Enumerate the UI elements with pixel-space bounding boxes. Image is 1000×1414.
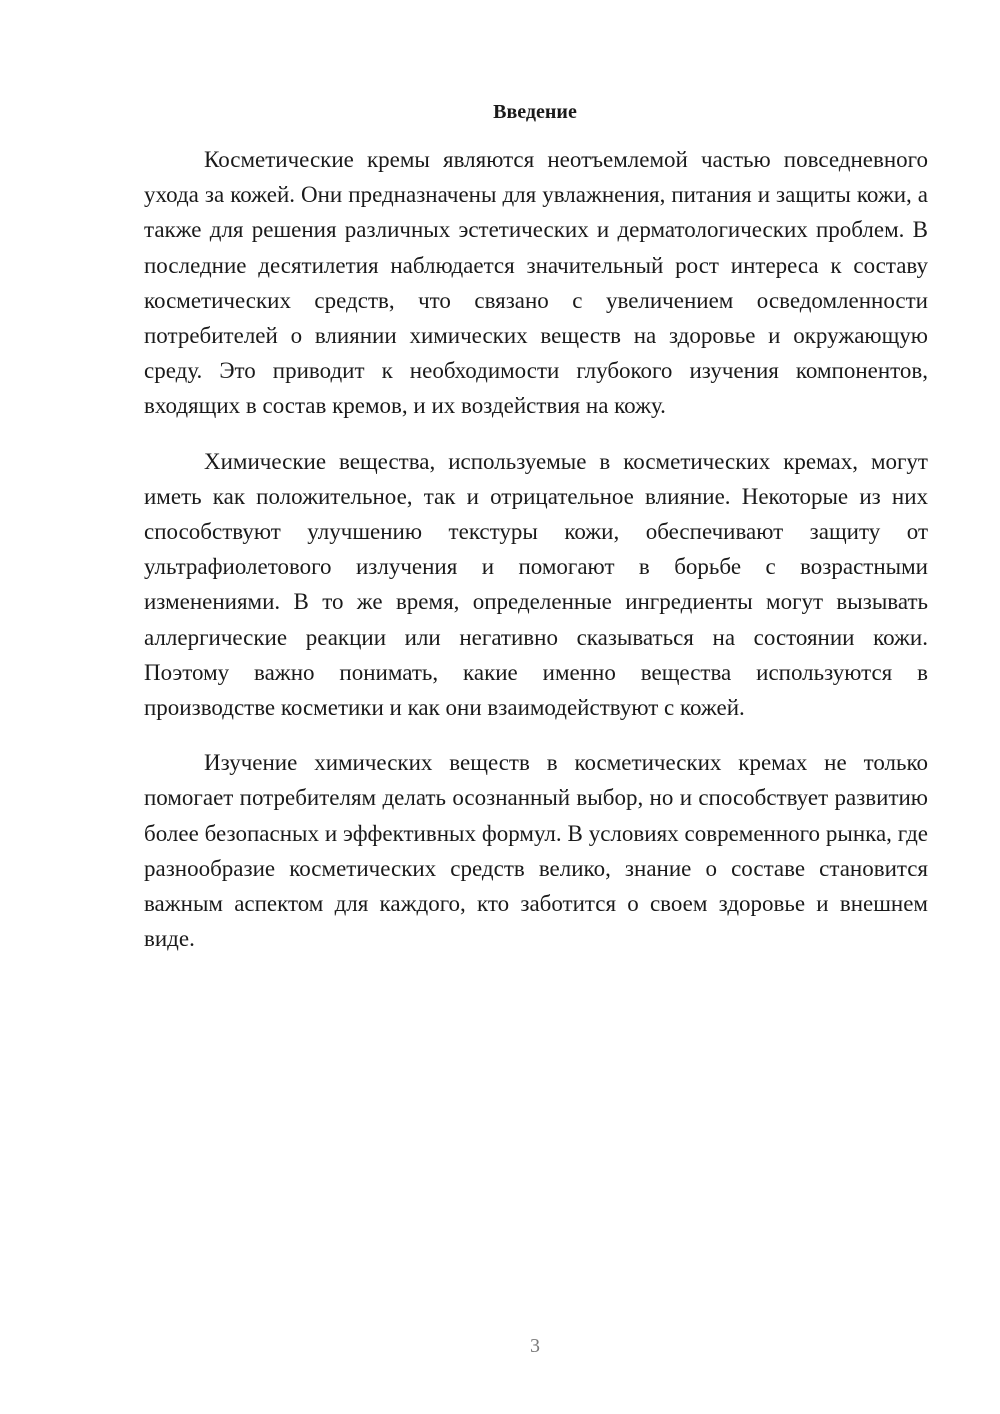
- paragraph-3: Изучение химических веществ в косметических кремах не только помогает потребителям делать осознанный выбор, но и способствует развитию более безопасных и эффективных формул. В условиях современного рынка, где разнообразие косметических средств велико, знание о составе становится важным аспектом для каждого, кто заботится о своем здоровье и внешнем виде.: [144, 750, 928, 952]
- section-heading: Введение: [493, 101, 577, 123]
- paragraph-1: Косметические кремы являются неотъемлемой частью повседневного ухода за кожей. Они предназначены для увлажнения, питания и защиты кожи, а также для решения различных эстетических и дерматологических проблем. В последние десятилетия наблюдается значительный рост интереса к составу косметических средств, что связано с увеличением осведомленности потребителей о влиянии химических веществ на здоровье и окружающую среду. Это приводит к необходимости глубокого изучения компонентов, входящих в состав кремов, и их воздействия на кожу.: [144, 147, 928, 419]
- page-number: 3: [530, 1335, 540, 1357]
- body-text: [144, 142, 928, 956]
- paragraph-2: Химические вещества, используемые в косметических кремах, могут иметь как положительное, так и отрицательное влияние. Некоторые из них способствуют улучшению текстуры кожи, обеспечивают защиту от ультрафиолетового излучения и помогают в борьбе с возрастными изменениями. В то же время, определенные ингредиенты могут вызывать аллергические реакции или негативно сказываться на состоянии кожи. Поэтому важно понимать, какие именно вещества используются в производстве косметики и как они взаимодействуют с кожей.: [144, 448, 928, 721]
